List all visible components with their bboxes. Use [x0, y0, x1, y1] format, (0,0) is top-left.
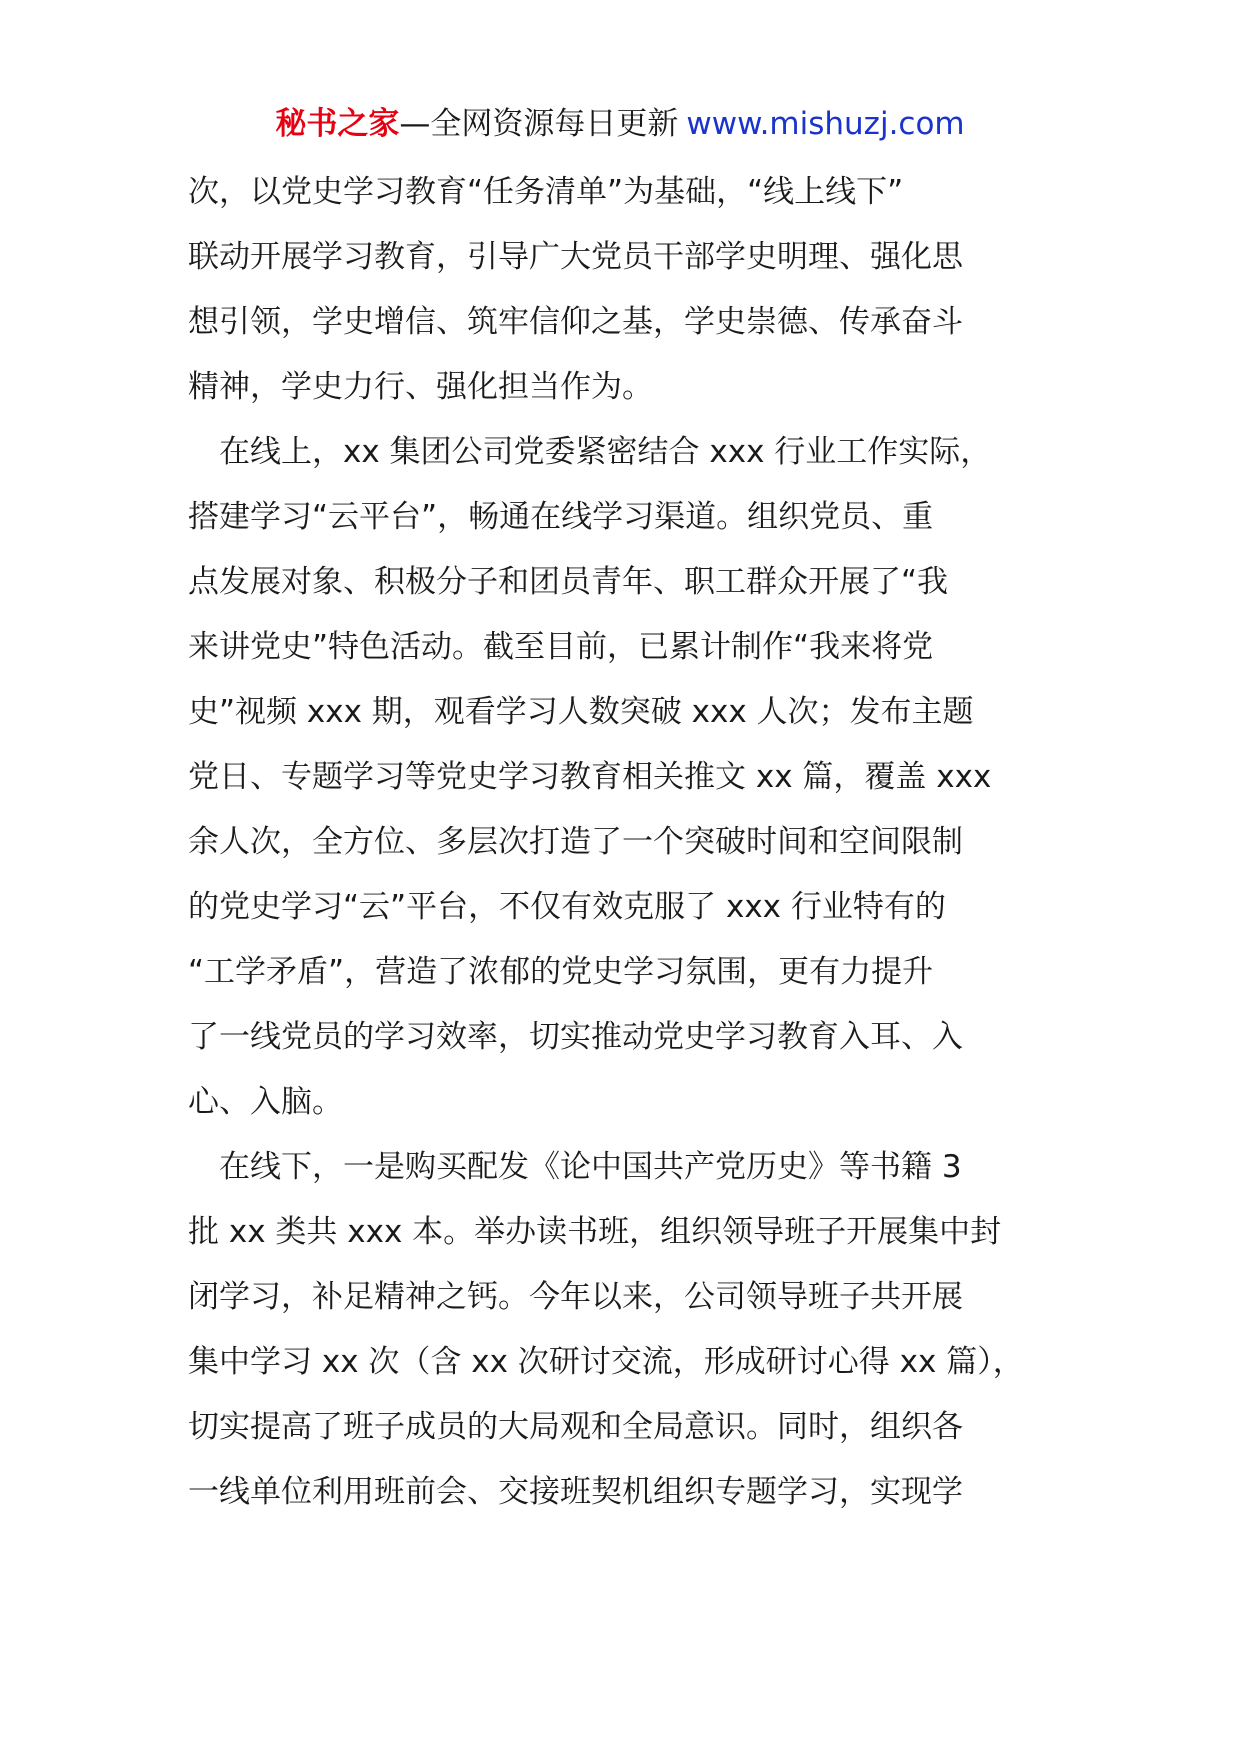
text-line: 精神，学史力行、强化担当作为。 [188, 369, 653, 405]
header-tagline: —全网资源每日更新 [399, 106, 679, 142]
paragraph-3 [188, 1135, 1088, 1525]
text-line: 心、入脑。 [188, 1084, 343, 1120]
text-line: 余人次，全方位、多层次打造了一个突破时间和空间限制 [188, 824, 963, 860]
text-line: 在线下，一是购买配发《论中国共产党历史》等书籍 3 [188, 1149, 962, 1185]
text-line: 联动开展学习教育，引导广大党员干部学史明理、强化思 [188, 239, 963, 275]
text-line: 来讲党史”特色活动。截至目前，已累计制作“我来将党 [188, 629, 934, 665]
page-header [0, 100, 1240, 148]
text-line: 想引领，学史增信、筑牢信仰之基，学史崇德、传承奋斗 [188, 304, 963, 340]
brand-name: 秘书之家 [275, 106, 400, 142]
text-line: 了一线党员的学习效率，切实推动党史学习教育入耳、入 [188, 1019, 963, 1055]
text-line: 史”视频 xxx 期，观看学习人数突破 xxx 人次；发布主题 [188, 694, 974, 730]
text-line: 集中学习 xx 次（含 xx 次研讨交流，形成研讨心得 xx 篇）， [188, 1344, 1024, 1380]
text-line: “工学矛盾”，营造了浓郁的党史学习氛围，更有力提升 [188, 954, 934, 990]
text-line: 的党史学习“云”平台，不仅有效克服了 xxx 行业特有的 [188, 889, 946, 925]
text-line: 党日、专题学习等党史学习教育相关推文 xx 篇，覆盖 xxx [188, 759, 992, 795]
paragraph-1 [188, 160, 1088, 420]
text-line: 在线上，xx 集团公司党委紧密结合 xxx 行业工作实际， [188, 434, 992, 470]
text-line: 搭建学习“云平台”，畅通在线学习渠道。组织党员、重 [188, 499, 934, 535]
header-url-link[interactable]: www.mishuzj.com [686, 106, 965, 142]
text-line: 一线单位利用班前会、交接班契机组织专题学习，实现学 [188, 1474, 963, 1510]
text-line: 次，以党史学习教育“任务清单”为基础，“线上线下” [188, 174, 904, 210]
text-line: 点发展对象、积极分子和团员青年、职工群众开展了“我 [188, 564, 949, 600]
document-body [188, 160, 1088, 1525]
text-line: 切实提高了班子成员的大局观和全局意识。同时，组织各 [188, 1409, 963, 1445]
paragraph-2 [188, 420, 1088, 1135]
text-line: 批 xx 类共 xxx 本。举办读书班，组织领导班子开展集中封 [188, 1214, 1002, 1250]
text-line: 闭学习，补足精神之钙。今年以来，公司领导班子共开展 [188, 1279, 963, 1315]
